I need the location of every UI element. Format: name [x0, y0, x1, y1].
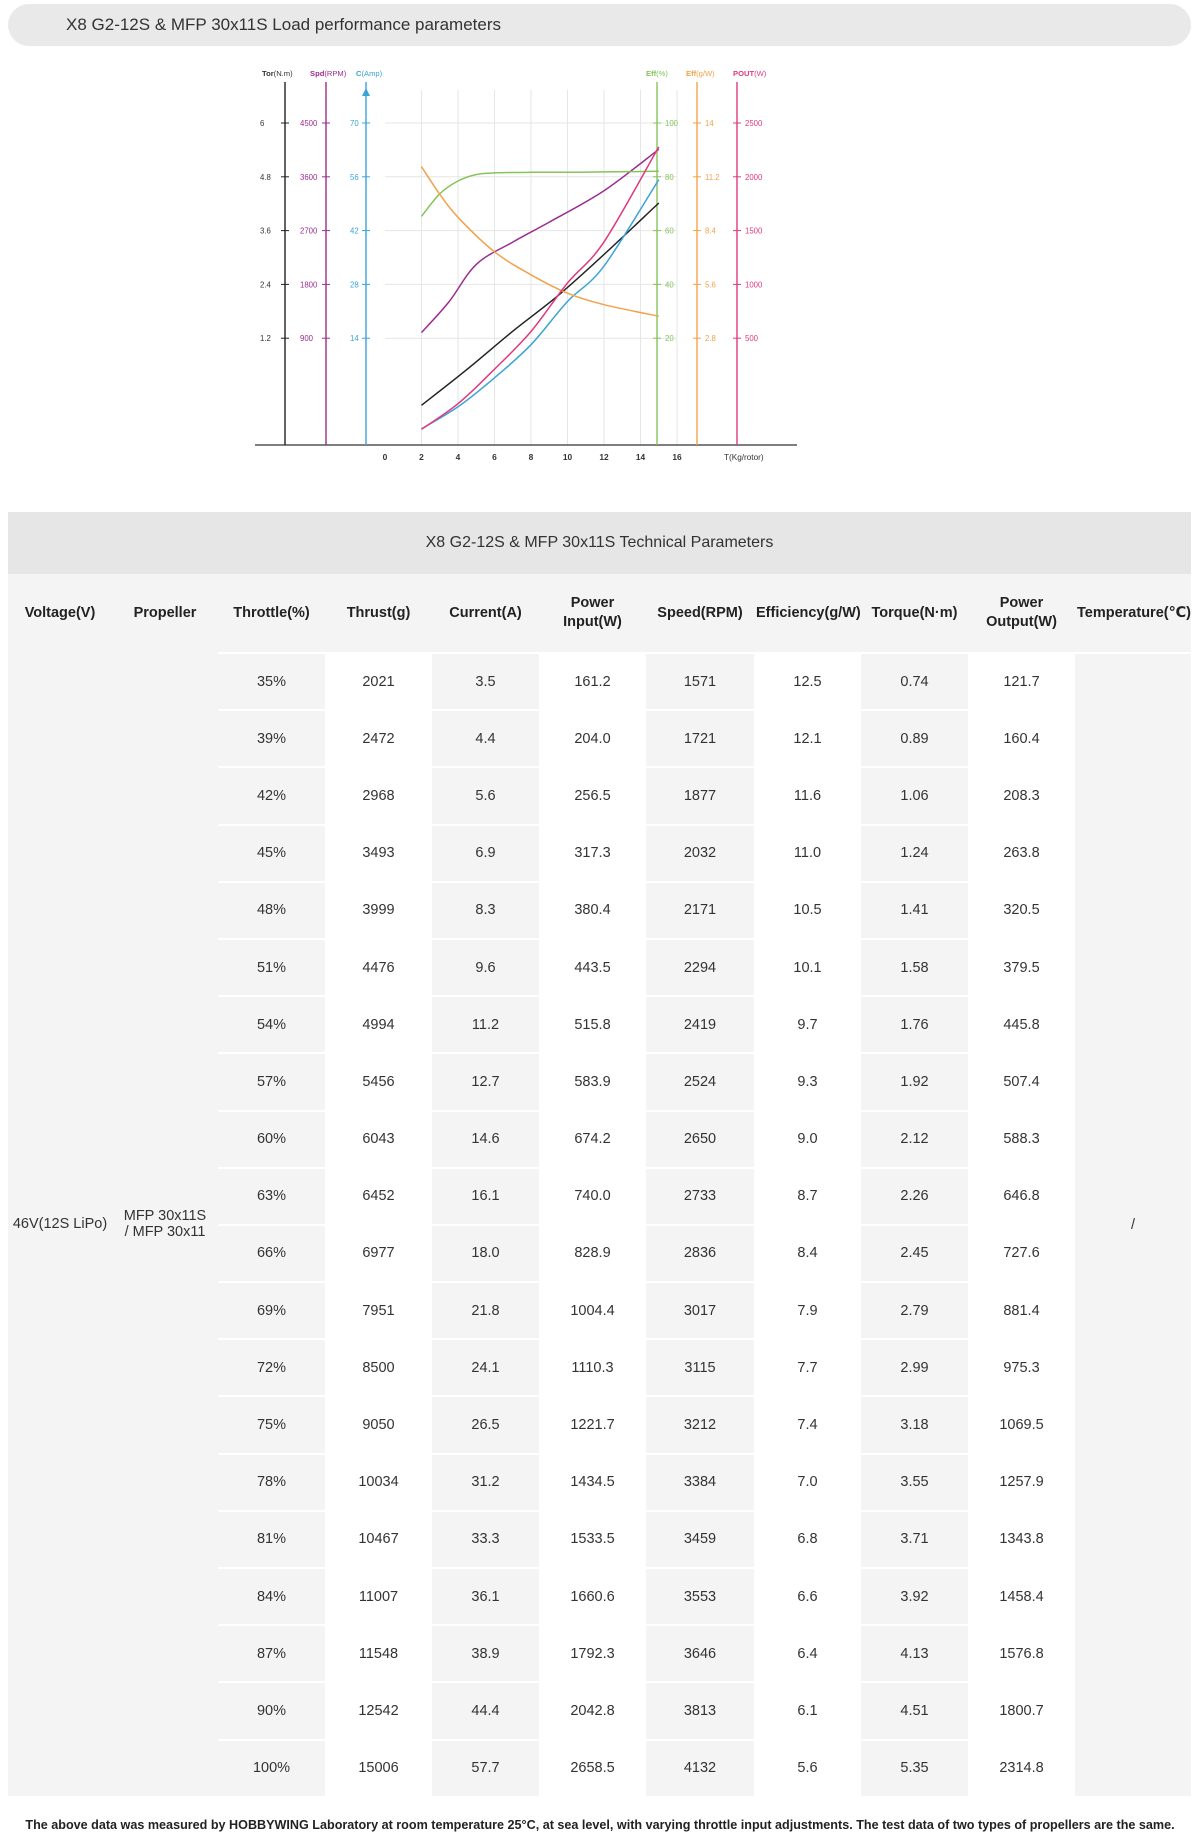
y-tick-label-cur: 28: [350, 280, 359, 290]
table-cell: 1221.7: [539, 1395, 646, 1452]
header-cell: Thrust(g): [325, 574, 432, 652]
y-tick-label-spd: 2700: [300, 226, 318, 236]
y-axis-title-label: C: [356, 69, 362, 78]
table-cell: 3.18: [861, 1395, 968, 1452]
table-cell: 10.1: [754, 938, 861, 995]
table-cell: 204.0: [539, 709, 646, 766]
table-cell: 0.74: [861, 652, 968, 709]
table-cell: 1434.5: [539, 1453, 646, 1510]
table-cell: 10467: [325, 1510, 432, 1567]
table-cell: 4132: [646, 1739, 754, 1796]
table-cell: 7951: [325, 1281, 432, 1338]
y-tick-label-pout: 2500: [745, 119, 763, 128]
table-cell: 2836: [646, 1224, 754, 1281]
x-tick-label: 14: [635, 452, 646, 462]
table-cell: 9.0: [754, 1110, 861, 1167]
table-cell: 2733: [646, 1167, 754, 1224]
table-cell: 828.9: [539, 1224, 646, 1281]
table-cell: 5.35: [861, 1739, 968, 1796]
table-cell: 4.51: [861, 1681, 968, 1738]
x-tick-label: 16: [672, 452, 682, 462]
table-cell: 2472: [325, 709, 432, 766]
table-header-row: [8, 574, 1191, 652]
table-cell: 4476: [325, 938, 432, 995]
table-cell: 320.5: [968, 881, 1075, 938]
y-axis-title-unit: (Amp): [361, 69, 383, 78]
chart-section-title: X8 G2-12S & MFP 30x11S Load performance parameters: [8, 4, 1191, 46]
y-axis-title-pout: [733, 69, 767, 78]
header-cell: Efficiency(g/W): [754, 574, 861, 652]
table-cell: 674.2: [539, 1110, 646, 1167]
table-cell: 515.8: [539, 995, 646, 1052]
table-cell: 2294: [646, 938, 754, 995]
table-cell: 1.41: [861, 881, 968, 938]
y-tick-label-pout: 1500: [745, 226, 763, 236]
table-cell: 1.58: [861, 938, 968, 995]
table-cell: 445.8: [968, 995, 1075, 1052]
table-cell: 6977: [325, 1224, 432, 1281]
propeller-cell: MFP 30x11S / MFP 30x11: [112, 652, 218, 1796]
y-tick-label-spd: 900: [300, 334, 314, 344]
table-cell: 4.13: [861, 1624, 968, 1681]
y-tick-label-spd: 3600: [300, 172, 318, 182]
table-cell: 6043: [325, 1110, 432, 1167]
table-cell: 87%: [218, 1624, 325, 1681]
table-cell: 21.8: [432, 1281, 539, 1338]
table-cell: 63%: [218, 1167, 325, 1224]
table-cell: 8500: [325, 1338, 432, 1395]
table-cell: 14.6: [432, 1110, 539, 1167]
header-cell: Current(A): [432, 574, 539, 652]
table-cell: 1257.9: [968, 1453, 1075, 1510]
table-cell: 646.8: [968, 1167, 1075, 1224]
y-tick-label-pout: 1000: [745, 280, 763, 290]
table-cell: 3.55: [861, 1453, 968, 1510]
y-tick-label-cur: 42: [350, 226, 359, 236]
table-cell: 12542: [325, 1681, 432, 1738]
table-cell: 2.12: [861, 1110, 968, 1167]
header-cell: Torque(N·m): [861, 574, 968, 652]
table-cell: 2042.8: [539, 1681, 646, 1738]
table-cell: 15006: [325, 1739, 432, 1796]
table-cell: 1721: [646, 709, 754, 766]
series-line-tor: [422, 203, 659, 405]
table-cell: 1.06: [861, 766, 968, 823]
y-axis-title-label: Spd: [310, 69, 325, 78]
table-title: X8 G2-12S & MFP 30x11S Technical Parameters: [8, 512, 1191, 574]
y-tick-label-spd: 1800: [300, 280, 318, 290]
table-cell: 11548: [325, 1624, 432, 1681]
table-cell: 583.9: [539, 1052, 646, 1109]
table-cell: 2968: [325, 766, 432, 823]
table-cell: 1576.8: [968, 1624, 1075, 1681]
y-axis-title-unit: (N.m): [273, 69, 293, 78]
table-cell: 3999: [325, 881, 432, 938]
table-cell: 12.1: [754, 709, 861, 766]
table-cell: 11.2: [432, 995, 539, 1052]
y-axis-title-label: Eff: [686, 69, 697, 78]
y-axis-title-unit: (g/W): [696, 69, 715, 78]
table-cell: 57.7: [432, 1739, 539, 1796]
table-cell: 2.79: [861, 1281, 968, 1338]
y-axis-title-effg: [686, 69, 715, 78]
table-cell: 380.4: [539, 881, 646, 938]
x-tick-label: 4: [455, 452, 461, 462]
table-cell: 11007: [325, 1567, 432, 1624]
table-cell: 18.0: [432, 1224, 539, 1281]
table-cell: 160.4: [968, 709, 1075, 766]
y-tick-label-tor: 1.2: [260, 334, 271, 344]
table-cell: 75%: [218, 1395, 325, 1452]
footnote: The above data was measured by HOBBYWING Laboratory at room temperature 25°C, at sea level, with varying throttle input adjustments. The test data of two types of propellers are the same.: [25, 1818, 1175, 1832]
axis-arrow-icon: [362, 88, 370, 96]
table-cell: 4994: [325, 995, 432, 1052]
table-cell: 121.7: [968, 652, 1075, 709]
table-cell: 256.5: [539, 766, 646, 823]
table-cell: 12.7: [432, 1052, 539, 1109]
table-cell: 12.5: [754, 652, 861, 709]
y-axis-title-label: Tor: [262, 69, 274, 78]
table-cell: 2021: [325, 652, 432, 709]
table-cell: 33.3: [432, 1510, 539, 1567]
table-cell: 100%: [218, 1739, 325, 1796]
table-cell: 2171: [646, 881, 754, 938]
header-cell: Throttle(%): [218, 574, 325, 652]
y-tick-label-pout: 2000: [745, 172, 763, 182]
y-tick-label-effg: 14: [705, 119, 714, 128]
table-cell: 81%: [218, 1510, 325, 1567]
table-cell: 6.4: [754, 1624, 861, 1681]
table-cell: 48%: [218, 881, 325, 938]
x-tick-label: 0: [382, 452, 388, 462]
y-tick-label-effp: 20: [665, 334, 674, 344]
y-tick-label-effp: 80: [665, 172, 674, 182]
table-cell: 3553: [646, 1567, 754, 1624]
series-line-pout: [422, 147, 659, 429]
table-cell: 39%: [218, 709, 325, 766]
technical-parameters-table: [8, 574, 1191, 1796]
y-tick-label-tor: 6: [260, 119, 265, 128]
table-cell: 3.92: [861, 1567, 968, 1624]
table-cell: 3.5: [432, 652, 539, 709]
y-tick-label-tor: 3.6: [260, 226, 271, 236]
y-tick-label-effp: 40: [665, 280, 674, 290]
table-cell: 6.9: [432, 824, 539, 881]
table-cell: 588.3: [968, 1110, 1075, 1167]
y-tick-label-pout: 500: [745, 334, 759, 344]
table-cell: 45%: [218, 824, 325, 881]
y-tick-label-cur: 14: [350, 334, 359, 344]
table-row: [8, 652, 1191, 709]
table-cell: 78%: [218, 1453, 325, 1510]
table-cell: 3115: [646, 1338, 754, 1395]
y-tick-label-effg: 8.4: [705, 226, 716, 236]
x-tick-label: 10: [562, 452, 573, 462]
x-axis-label: T(Kg/rotor): [724, 453, 764, 462]
table-cell: 3813: [646, 1681, 754, 1738]
table-cell: 38.9: [432, 1624, 539, 1681]
table-cell: 10.5: [754, 881, 861, 938]
y-tick-label-effp: 60: [665, 226, 674, 236]
table-cell: 31.2: [432, 1453, 539, 1510]
table-cell: 8.7: [754, 1167, 861, 1224]
table-cell: 9050: [325, 1395, 432, 1452]
table-cell: 51%: [218, 938, 325, 995]
table-cell: 379.5: [968, 938, 1075, 995]
table-cell: 3646: [646, 1624, 754, 1681]
table-cell: 1458.4: [968, 1567, 1075, 1624]
y-axis-title-unit: (W): [754, 69, 767, 78]
table-cell: 3384: [646, 1453, 754, 1510]
load-performance-chart: [260, 69, 920, 470]
table-cell: 44.4: [432, 1681, 539, 1738]
table-cell: 26.5: [432, 1395, 539, 1452]
table-cell: 3.71: [861, 1510, 968, 1567]
table-cell: 5.6: [754, 1739, 861, 1796]
header-cell: Speed(RPM): [646, 574, 754, 652]
x-tick-label: 12: [599, 452, 609, 462]
table-cell: 740.0: [539, 1167, 646, 1224]
table-cell: 4.4: [432, 709, 539, 766]
table-cell: 1343.8: [968, 1510, 1075, 1567]
y-axis-title-unit: (%): [656, 69, 668, 78]
table-cell: 6.6: [754, 1567, 861, 1624]
table-cell: 11.6: [754, 766, 861, 823]
y-axis-title-tor: [262, 69, 293, 78]
x-tick-label: 8: [528, 452, 534, 462]
table-cell: 8.4: [754, 1224, 861, 1281]
table-cell: 2650: [646, 1110, 754, 1167]
table-cell: 443.5: [539, 938, 646, 995]
table-cell: 1660.6: [539, 1567, 646, 1624]
table-cell: 1571: [646, 652, 754, 709]
table-cell: 1110.3: [539, 1338, 646, 1395]
table-cell: 54%: [218, 995, 325, 1052]
y-axis-title-unit: (RPM): [324, 69, 347, 78]
table-cell: 1877: [646, 766, 754, 823]
table-cell: 2032: [646, 824, 754, 881]
table-cell: 57%: [218, 1052, 325, 1109]
table-cell: 6452: [325, 1167, 432, 1224]
table-cell: 1.76: [861, 995, 968, 1052]
technical-parameters-section: [8, 512, 1191, 1796]
table-cell: 16.1: [432, 1167, 539, 1224]
header-cell: Temperature(℃): [1075, 574, 1191, 652]
table-cell: 24.1: [432, 1338, 539, 1395]
table-cell: 84%: [218, 1567, 325, 1624]
y-tick-label-effg: 11.2: [705, 172, 720, 182]
table-cell: 2.26: [861, 1167, 968, 1224]
table-cell: 7.0: [754, 1453, 861, 1510]
table-cell: 208.3: [968, 766, 1075, 823]
table-cell: 3212: [646, 1395, 754, 1452]
y-tick-label-tor: 4.8: [260, 172, 271, 182]
table-cell: 3493: [325, 824, 432, 881]
table-cell: 9.3: [754, 1052, 861, 1109]
table-cell: 161.2: [539, 652, 646, 709]
table-cell: 7.7: [754, 1338, 861, 1395]
table-cell: 1792.3: [539, 1624, 646, 1681]
table-cell: 10034: [325, 1453, 432, 1510]
table-cell: 263.8: [968, 824, 1075, 881]
y-tick-label-spd: 4500: [300, 119, 318, 128]
table-cell: 9.7: [754, 995, 861, 1052]
x-tick-label: 6: [492, 452, 497, 462]
table-cell: 881.4: [968, 1281, 1075, 1338]
y-tick-label-cur: 70: [350, 119, 359, 128]
y-tick-label-tor: 2.4: [260, 280, 271, 290]
table-cell: 35%: [218, 652, 325, 709]
series-line-effg: [422, 167, 659, 317]
temperature-cell: /: [1075, 652, 1191, 1796]
table-cell: 0.89: [861, 709, 968, 766]
table-cell: 72%: [218, 1338, 325, 1395]
table-cell: 317.3: [539, 824, 646, 881]
table-cell: 7.4: [754, 1395, 861, 1452]
table-cell: 69%: [218, 1281, 325, 1338]
table-cell: 2524: [646, 1052, 754, 1109]
table-cell: 60%: [218, 1110, 325, 1167]
table-cell: 3017: [646, 1281, 754, 1338]
table-cell: 2314.8: [968, 1739, 1075, 1796]
table-cell: 90%: [218, 1681, 325, 1738]
table-cell: 2658.5: [539, 1739, 646, 1796]
table-cell: 1069.5: [968, 1395, 1075, 1452]
table-cell: 507.4: [968, 1052, 1075, 1109]
voltage-cell: 46V(12S LiPo): [8, 652, 112, 1796]
table-cell: 5456: [325, 1052, 432, 1109]
table-cell: 727.6: [968, 1224, 1075, 1281]
y-tick-label-cur: 56: [350, 172, 359, 182]
y-axis-title-label: POUT: [733, 69, 755, 78]
x-tick-label: 2: [419, 452, 424, 462]
table-cell: 2.45: [861, 1224, 968, 1281]
y-axis-title-label: Eff: [646, 69, 657, 78]
table-cell: 2.99: [861, 1338, 968, 1395]
table-body: [8, 652, 1191, 1796]
table-cell: 6.1: [754, 1681, 861, 1738]
header-cell: Power Input(W): [539, 574, 646, 652]
table-cell: 11.0: [754, 824, 861, 881]
header-cell: Propeller: [112, 574, 218, 652]
table-cell: 6.8: [754, 1510, 861, 1567]
table-cell: 975.3: [968, 1338, 1075, 1395]
y-tick-label-effp: 100: [665, 119, 679, 128]
table-cell: 42%: [218, 766, 325, 823]
chart-svg: [260, 69, 920, 470]
table-cell: 1800.7: [968, 1681, 1075, 1738]
table-cell: 2419: [646, 995, 754, 1052]
table-cell: 3459: [646, 1510, 754, 1567]
header-cell: Power Output(W): [968, 574, 1075, 652]
y-tick-label-effg: 5.6: [705, 280, 716, 290]
table-cell: 36.1: [432, 1567, 539, 1624]
y-axis-title-cur: [356, 69, 383, 78]
table-cell: 5.6: [432, 766, 539, 823]
table-cell: 1.92: [861, 1052, 968, 1109]
table-cell: 66%: [218, 1224, 325, 1281]
table-cell: 9.6: [432, 938, 539, 995]
y-axis-title-effp: [646, 69, 668, 78]
header-cell: Voltage(V): [8, 574, 112, 652]
y-tick-label-effg: 2.8: [705, 334, 716, 344]
y-axis-title-spd: [310, 69, 347, 78]
table-cell: 7.9: [754, 1281, 861, 1338]
table-cell: 1004.4: [539, 1281, 646, 1338]
table-cell: 1.24: [861, 824, 968, 881]
table-cell: 1533.5: [539, 1510, 646, 1567]
table-cell: 8.3: [432, 881, 539, 938]
